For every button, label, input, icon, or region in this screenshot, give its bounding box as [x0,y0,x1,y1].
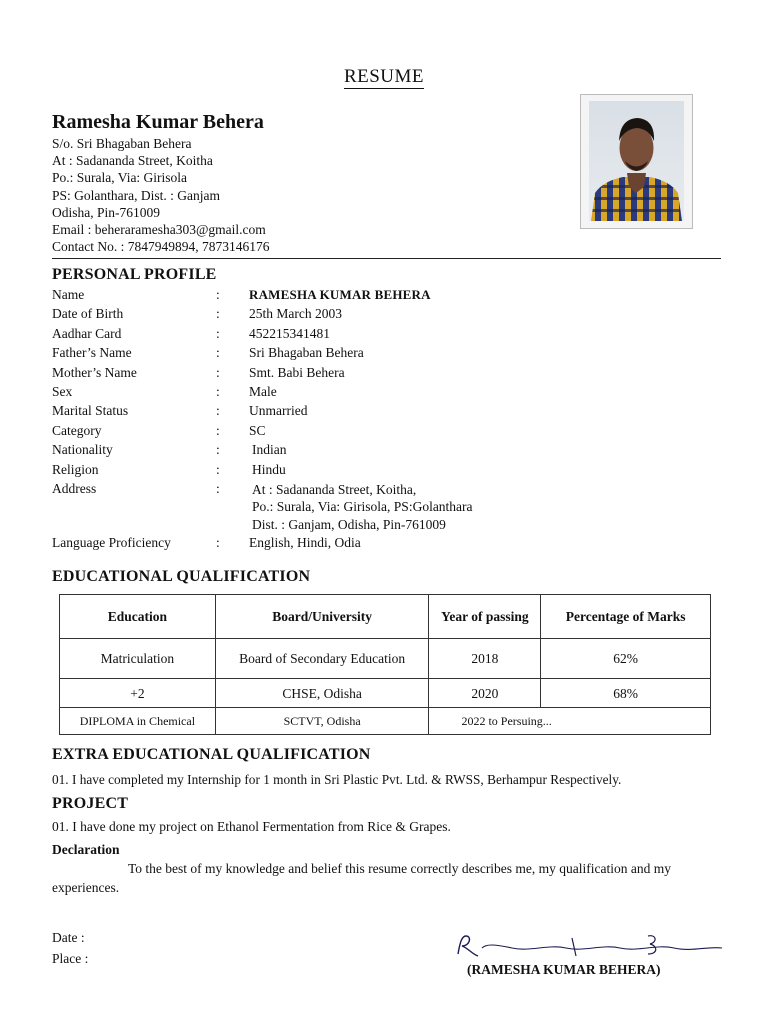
column-header: Year of passing [429,595,541,639]
profile-label: Date of Birth [52,306,124,322]
profile-colon: : [216,461,220,477]
personal-profile-heading: PERSONAL PROFILE [52,266,217,283]
contact-line: Po.: Surala, Via: Girisola [52,170,188,186]
header-divider [52,258,721,259]
table-row [60,679,711,708]
email-line: Email : beheraramesha303@gmail.com [52,222,266,238]
contact-block [52,135,270,255]
profile-colon: : [216,287,220,302]
project-text: 01. I have done my project on Ethanol Fermentation from Rice & Grapes. [52,819,451,834]
table-cell: CHSE, Odisha [215,679,429,708]
table-row [60,708,711,735]
table-row [60,639,711,679]
address-value [252,481,473,534]
profile-label: Father’s Name [52,345,132,361]
project-heading: PROJECT [52,795,129,812]
date-label: Date : [52,930,85,945]
table-cell: DIPLOMA in Chemical [60,708,216,735]
profile-colon: : [216,383,220,399]
profile-value: 25th March 2003 [249,306,342,322]
declaration-heading: Declaration [52,842,120,857]
profile-label: Marital Status [52,403,129,419]
profile-colon: : [216,480,220,496]
profile-label: Aadhar Card [52,325,122,341]
contact-line: At : Sadananda Street, Koitha [52,153,213,169]
profile-colon: : [216,306,220,322]
profile-colon: : [216,345,220,361]
place-label: Place : [52,951,89,966]
profile-colon: : [216,364,220,380]
column-header: Education [60,595,216,639]
profile-colon: : [216,325,220,341]
profile-label: Language Proficiency [52,534,171,550]
table-cell: Matriculation [60,639,216,679]
table-cell: 2020 [429,679,541,708]
table-cell: SCTVT, Odisha [215,708,429,735]
profile-value: Indian [252,442,287,458]
education-heading: EDUCATIONAL QUALIFICATION [52,568,311,585]
profile-label: Name [52,287,85,302]
profile-label: Religion [52,461,99,477]
address-line: At : Sadananda Street, Koitha, [252,481,417,497]
profile-label: Sex [52,383,73,399]
education-table [59,594,711,735]
column-header: Percentage of Marks [541,595,711,639]
profile-label: Mother’s Name [52,364,137,380]
profile-value: English, Hindi, Odia [249,534,361,550]
phone-line: Contact No. : 7847949894, 7873146176 [52,239,270,255]
declaration-text: To the best of my knowledge and belief this resume correctly describes me, my qualification and my experiences. [52,861,672,895]
extra-qualification-text: 01. I have completed my Internship for 1 month in Sri Plastic Pvt. Ltd. & RWSS, Berhampur Respectively. [52,772,622,787]
resume-title: RESUME [343,66,425,87]
column-header: Board/University [215,595,429,639]
profile-value: Hindu [252,461,286,477]
address-line: Po.: Surala, Via: Girisola, PS:Golanthara [252,499,473,515]
contact-line: Odisha, Pin-761009 [52,204,160,220]
profile-label: Nationality [52,442,113,458]
contact-line: PS: Golanthara, Dist. : Ganjam [52,187,220,203]
profile-colon: : [216,403,220,419]
profile-label: Category [52,422,102,438]
profile-value: RAMESHA KUMAR BEHERA [249,287,431,302]
profile-value: SC [249,422,266,438]
profile-value: Sri Bhagaban Behera [249,345,364,361]
profile-label: Address [52,480,97,496]
table-cell: 68% [541,679,711,708]
profile-colon: : [216,442,220,458]
candidate-name: Ramesha Kumar Behera [52,111,264,133]
signature [452,928,732,964]
profile-value: Unmarried [249,403,308,419]
contact-line: S/o. Sri Bhagaban Behera [52,136,192,151]
profile-value: Smt. Babi Behera [249,364,345,380]
table-cell: 2018 [429,639,541,679]
extra-qualification-heading: EXTRA EDUCATIONAL QUALIFICATION [52,746,371,763]
person-photo-icon [589,101,684,221]
profile-colon: : [216,422,220,438]
profile-photo [580,94,693,229]
table-cell: +2 [60,679,216,708]
table-cell: Board of Secondary Education [215,639,429,679]
profile-value: Male [249,383,277,399]
signature-name: (RAMESHA KUMAR BEHERA) [467,962,661,977]
profile-colon: : [216,534,220,550]
education-header-row [60,595,711,639]
address-line: Dist. : Ganjam, Odisha, Pin-761009 [252,516,446,532]
table-cell: 2022 to Persuing... [429,708,711,735]
profile-value: 452215341481 [249,325,330,341]
table-cell: 62% [541,639,711,679]
